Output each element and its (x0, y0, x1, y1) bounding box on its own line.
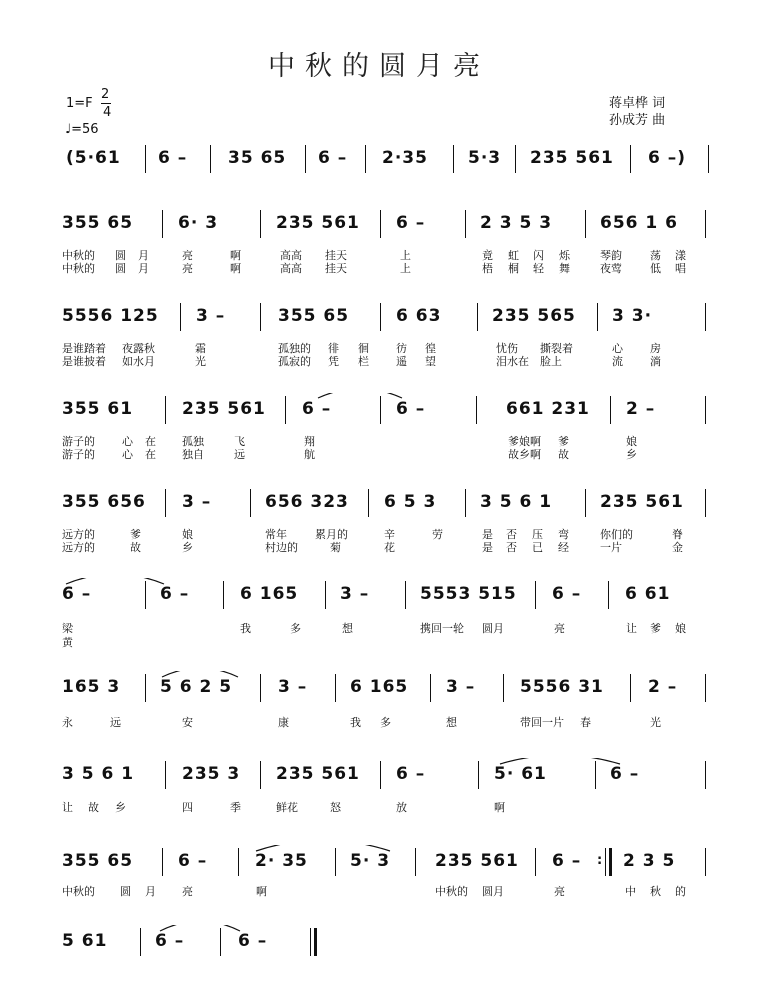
lyric: 是谁踏着 (62, 342, 106, 355)
notes-row (60, 845, 710, 879)
lyric: 光 (650, 716, 661, 729)
measure: 3 – (278, 677, 308, 697)
barline (705, 210, 706, 238)
measure: 656 1 6 (600, 213, 678, 233)
notes-row (60, 142, 710, 176)
lyric: 亮 (182, 262, 193, 275)
measure: 661 231 (506, 399, 590, 419)
measure: 3 5 6 1 (480, 492, 553, 512)
lyric: 爹 (650, 622, 661, 635)
lyric: 高高 (280, 249, 302, 262)
lyric: 爹 (130, 528, 141, 541)
lyric: 撕裂着 (540, 342, 573, 355)
measure: 6 –) (648, 148, 687, 168)
lyric: 安 (182, 716, 193, 729)
lyric: 徘 (328, 342, 339, 355)
lyric: 月 (145, 885, 156, 898)
lyric: 啊 (494, 801, 505, 814)
lyric: 夜露秋 (122, 342, 155, 355)
lyric: 如水月 (122, 355, 155, 368)
lyric: 荡 (650, 249, 661, 262)
staff-system-4 (60, 486, 710, 556)
barline (380, 396, 381, 424)
measure: 6 – (396, 213, 426, 233)
lyric: 脊 (672, 528, 683, 541)
barline (597, 303, 598, 331)
measure: 235 561 (276, 213, 360, 233)
lyric: 亮 (182, 885, 193, 898)
measure: 6 165 (240, 584, 299, 604)
lyric: 航 (304, 448, 315, 461)
barline (335, 674, 336, 702)
measure: 6 – (302, 399, 332, 419)
lyric: 栏 (358, 355, 369, 368)
lyric: 遥 (396, 355, 407, 368)
lyric: 淌 (650, 355, 661, 368)
barline (305, 145, 306, 173)
lyricist: 蒋卓桦 词 (609, 96, 666, 111)
measure: 3 – (340, 584, 370, 604)
lyric: 梧 (482, 262, 493, 275)
measure: 3 5 6 1 (62, 764, 135, 784)
repeat-barline (609, 848, 612, 876)
barline (705, 848, 706, 876)
measure: 6 165 (350, 677, 409, 697)
lyric: 远方的 (62, 528, 95, 541)
lyric: 孤寂的 (278, 355, 311, 368)
lyric: 闪 (533, 249, 544, 262)
barline (325, 581, 326, 609)
measure: 6 – (155, 931, 185, 951)
lyric: 上 (400, 249, 411, 262)
lyric: 夜莺 (600, 262, 622, 275)
lyric: 是谁披着 (62, 355, 106, 368)
notes-row (60, 207, 710, 241)
measure: 2 – (626, 399, 656, 419)
barline (705, 303, 706, 331)
lyric: 中 (625, 885, 636, 898)
time-denominator: 4 (103, 105, 112, 120)
lyric: 爹娘啊 (508, 435, 541, 448)
lyric: 流 (612, 355, 623, 368)
notes-row (60, 925, 710, 959)
barline (405, 581, 406, 609)
time-numerator: 2 (101, 87, 110, 102)
measure: 6 – (160, 584, 190, 604)
staff-system-8 (60, 845, 710, 905)
lyric: 多 (380, 716, 391, 729)
lyric: 独自 (182, 448, 204, 461)
measure: 235 561 (182, 399, 266, 419)
lyric: 康 (278, 716, 289, 729)
key-signature: 1=F (66, 96, 93, 111)
barline (180, 303, 181, 331)
credits (609, 95, 665, 129)
lyric: 圆 (115, 262, 126, 275)
barline (260, 674, 261, 702)
lyric: 脸上 (540, 355, 562, 368)
barline (478, 761, 479, 789)
lyric: 远方的 (62, 541, 95, 554)
lyric: 中秋的 (62, 249, 95, 262)
measure: 6 – (552, 584, 582, 604)
lyric: 故乡啊 (508, 448, 541, 461)
staff-system-7 (60, 758, 710, 818)
measure: 235 561 (435, 851, 519, 871)
lyric: 心 (122, 448, 133, 461)
measure: 5· 3 (350, 851, 391, 871)
lyric: 心 (612, 342, 623, 355)
measure: 6 63 (396, 306, 442, 326)
barline (210, 145, 211, 173)
lyric: 中秋的 (62, 885, 95, 898)
lyric: 竟 (482, 249, 493, 262)
measure: 355 65 (62, 213, 134, 233)
lyric: 唱 (675, 262, 686, 275)
lyric: 高高 (280, 262, 302, 275)
measure: 3 – (196, 306, 226, 326)
barline (465, 489, 466, 517)
barline (515, 145, 516, 173)
barline (260, 303, 261, 331)
lyric: 辛 (384, 528, 395, 541)
barline (365, 145, 366, 173)
lyric: 远 (234, 448, 245, 461)
barline (260, 210, 261, 238)
measure: 6 – (158, 148, 188, 168)
barline (585, 489, 586, 517)
measure: 5553 515 (420, 584, 517, 604)
lyric: 琴韵 (600, 249, 622, 262)
measure: 5· 61 (494, 764, 547, 784)
lyric: 村边的 (265, 541, 298, 554)
lyric: 春 (580, 716, 591, 729)
measure: 2 3 5 (623, 851, 676, 871)
lyric: 彷 (396, 342, 407, 355)
barline (285, 396, 286, 424)
barline (260, 761, 261, 789)
lyric: 圆 (120, 885, 131, 898)
lyric: 中秋的 (435, 885, 468, 898)
staff-system-1 (60, 207, 710, 277)
lyric: 多 (290, 622, 301, 635)
barline (535, 581, 536, 609)
measure: 235 565 (492, 306, 576, 326)
barline (165, 761, 166, 789)
lyric: 故 (88, 801, 99, 814)
lyric: 虹 (508, 249, 519, 262)
lyric: 忧伤 (496, 342, 518, 355)
lyric: 中秋的 (62, 262, 95, 275)
lyric: 徨 (425, 342, 436, 355)
measure: 2 – (648, 677, 678, 697)
measure: 355 61 (62, 399, 134, 419)
measure: 6 – (318, 148, 348, 168)
measure: 5 6 2 5 (160, 677, 233, 697)
repeat-barline (605, 848, 606, 876)
measure: 235 3 (182, 764, 241, 784)
measure: 35 65 (228, 148, 287, 168)
lyric: 翔 (304, 435, 315, 448)
lyric: 飞 (234, 435, 245, 448)
lyric: 爹 (558, 435, 569, 448)
barline (145, 145, 146, 173)
lyric: 乡 (626, 448, 637, 461)
staff-system-6 (60, 671, 710, 731)
lyric: 压 (532, 528, 543, 541)
barline (705, 396, 706, 424)
tempo-marking: ♩=56 (65, 122, 99, 137)
barline (585, 210, 586, 238)
measure: 355 65 (278, 306, 350, 326)
measure: 5·3 (468, 148, 502, 168)
barline (220, 928, 221, 956)
lyric: 娘 (182, 528, 193, 541)
measure: (5·61 (66, 148, 121, 168)
lyric: 秋 (650, 885, 661, 898)
lyric: 放 (396, 801, 407, 814)
lyric: 房 (650, 342, 661, 355)
final-barline (314, 928, 317, 956)
lyric: 圆 (115, 249, 126, 262)
barline (595, 761, 596, 789)
measure: 235 561 (276, 764, 360, 784)
notes-row (60, 486, 710, 520)
measure: 2· 35 (255, 851, 308, 871)
lyric: 季 (230, 801, 241, 814)
lyric: 怒 (330, 801, 341, 814)
barline (380, 210, 381, 238)
measure: 6· 3 (178, 213, 219, 233)
final-barline (310, 928, 311, 956)
lyric: 携回一轮 (420, 622, 464, 635)
measure: 235 561 (600, 492, 684, 512)
barline (630, 674, 631, 702)
lyric: 故 (558, 448, 569, 461)
lyric: 轻 (533, 262, 544, 275)
lyric: 四 (182, 801, 193, 814)
measure: 6 – (396, 399, 426, 419)
lyric: 在 (145, 435, 156, 448)
lyric: 霜 (195, 342, 206, 355)
lyric: 弯 (558, 528, 569, 541)
staff-system-intro (60, 142, 710, 182)
lyric: 否 (506, 541, 517, 554)
measure: 5556 125 (62, 306, 159, 326)
barline (630, 145, 631, 173)
measure: 3 – (182, 492, 212, 512)
measure: 6 5 3 (384, 492, 437, 512)
measure: 6 – (238, 931, 268, 951)
lyric: 游子的 (62, 448, 95, 461)
lyric: 菊 (330, 541, 341, 554)
lyric: 经 (558, 541, 569, 554)
lyric: 啊 (256, 885, 267, 898)
lyric: 孤独 (182, 435, 204, 448)
lyric: 否 (506, 528, 517, 541)
barline (165, 396, 166, 424)
staff-system-9 (60, 925, 710, 965)
notes-row (60, 393, 710, 427)
lyric: 想 (342, 622, 353, 635)
lyric: 漾 (675, 249, 686, 262)
measure: 5 61 (62, 931, 108, 951)
lyric: 徊 (358, 342, 369, 355)
lyric: 烁 (559, 249, 570, 262)
lyric: 我 (350, 716, 361, 729)
lyric: 劳 (432, 528, 443, 541)
measure: 6 – (552, 851, 582, 871)
lyric: 圆月 (482, 885, 504, 898)
barline (465, 210, 466, 238)
notes-row (60, 578, 710, 612)
barline (535, 848, 536, 876)
lyric: 挂天 (325, 249, 347, 262)
measure: 235 561 (530, 148, 614, 168)
lyric: 亮 (554, 622, 565, 635)
lyric: 是 (482, 541, 493, 554)
barline (165, 489, 166, 517)
barline (453, 145, 454, 173)
notes-row (60, 300, 710, 334)
lyric: 舞 (559, 262, 570, 275)
lyric: 乡 (182, 541, 193, 554)
lyric: 望 (425, 355, 436, 368)
lyric: 金 (672, 541, 683, 554)
lyric: 故 (130, 541, 141, 554)
barline (162, 848, 163, 876)
measure: 2·35 (382, 148, 428, 168)
lyric: 是 (482, 528, 493, 541)
measure: 3 3· (612, 306, 653, 326)
barline (705, 489, 706, 517)
composer: 孙成芳 曲 (609, 113, 666, 128)
lyric: 心 (122, 435, 133, 448)
lyric: 亮 (182, 249, 193, 262)
lyric: 梁 (62, 622, 73, 635)
lyric: 花 (384, 541, 395, 554)
barline (476, 396, 477, 424)
measure: 6 – (178, 851, 208, 871)
barline (162, 210, 163, 238)
lyric: 低 (650, 262, 661, 275)
measure: 355 65 (62, 851, 134, 871)
barline (705, 674, 706, 702)
lyric: 娘 (675, 622, 686, 635)
lyric: 累月的 (315, 528, 348, 541)
lyric: 的 (675, 885, 686, 898)
barline (415, 848, 416, 876)
lyric: 月 (138, 249, 149, 262)
measure: 6 – (396, 764, 426, 784)
lyric: 挂天 (325, 262, 347, 275)
lyric: 孤独的 (278, 342, 311, 355)
staff-system-5 (60, 578, 710, 648)
lyric: 圆月 (482, 622, 504, 635)
measure: 2 3 5 3 (480, 213, 553, 233)
lyric: 想 (446, 716, 457, 729)
measure: 6 – (610, 764, 640, 784)
barline (250, 489, 251, 517)
lyric: 月 (138, 262, 149, 275)
measure: 355 656 (62, 492, 146, 512)
barline (430, 674, 431, 702)
measure: 165 3 (62, 677, 121, 697)
barline (140, 928, 141, 956)
lyric: 啊 (230, 262, 241, 275)
lyric: 让 (62, 801, 73, 814)
lyric: 泪水在 (496, 355, 529, 368)
barline (610, 396, 611, 424)
measure: 656 323 (265, 492, 349, 512)
lyric: 凭 (328, 355, 339, 368)
barline (368, 489, 369, 517)
barline (477, 303, 478, 331)
measure: 5556 31 (520, 677, 604, 697)
barline (335, 848, 336, 876)
staff-system-3 (60, 393, 710, 463)
lyric: 已 (532, 541, 543, 554)
notes-row (60, 758, 710, 792)
lyric: 上 (400, 262, 411, 275)
barline (223, 581, 224, 609)
lyric: 常年 (265, 528, 287, 541)
lyric: 桐 (508, 262, 519, 275)
barline (503, 674, 504, 702)
page-title: 中秋的圆月亮 (268, 51, 490, 82)
barline (705, 761, 706, 789)
lyric: 一片 (600, 541, 622, 554)
barline (708, 145, 709, 173)
measure: 6 – (62, 584, 92, 604)
lyric: 鲜花 (276, 801, 298, 814)
lyric: 亮 (554, 885, 565, 898)
lyric: 永 (62, 716, 73, 729)
lyric: 游子的 (62, 435, 95, 448)
lyric: 远 (110, 716, 121, 729)
lyric: 带回一片 (520, 716, 564, 729)
repeat-dots: : (597, 853, 604, 868)
measure: 3 – (446, 677, 476, 697)
staff-system-2 (60, 300, 710, 370)
lyric: 乡 (115, 801, 126, 814)
lyric: 让 (626, 622, 637, 635)
notes-row (60, 671, 710, 705)
lyric: 我 (240, 622, 251, 635)
barline (380, 761, 381, 789)
barline (145, 674, 146, 702)
lyric: 娘 (626, 435, 637, 448)
lyric: 啊 (230, 249, 241, 262)
barline (238, 848, 239, 876)
barline (380, 303, 381, 331)
lyric: 光 (195, 355, 206, 368)
barline (608, 581, 609, 609)
lyric: 黄 (62, 636, 73, 649)
lyric: 你们的 (600, 528, 633, 541)
barline (145, 581, 146, 609)
lyric: 在 (145, 448, 156, 461)
measure: 6 61 (625, 584, 671, 604)
